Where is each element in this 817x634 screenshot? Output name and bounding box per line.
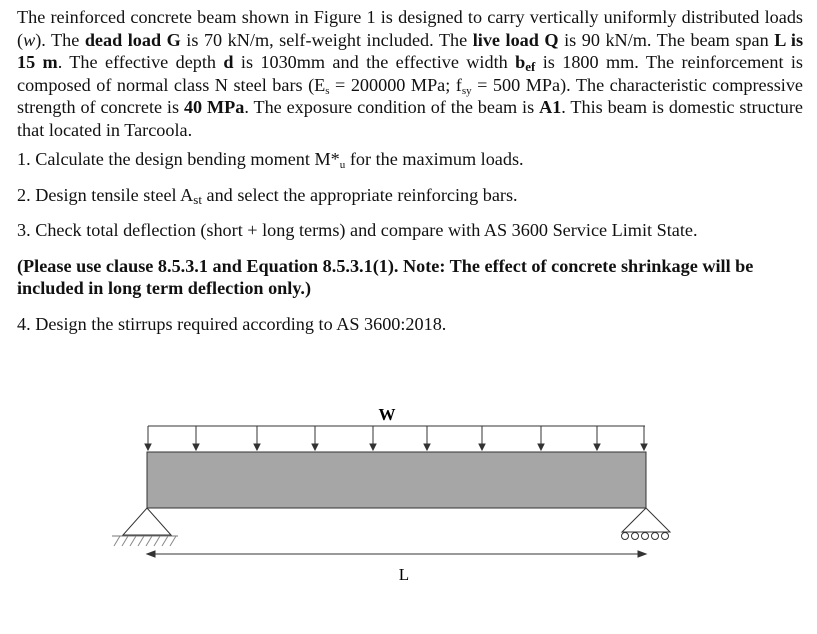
load-arrow (312, 426, 318, 450)
question-text: 1. Calculate the design bending moment M* (17, 149, 340, 169)
intro-text: is 90 kN/m. The beam span (558, 29, 775, 50)
question-4: 4. Design the stirrups required according to AS 3600:2018. (17, 313, 447, 334)
beam (147, 452, 646, 508)
width-subscript-text: ef (525, 59, 536, 74)
exposure-value: A1 (539, 97, 562, 117)
load-arrow (479, 426, 485, 450)
intro-text: . The exposure condition of the beam is (244, 97, 540, 117)
intro-text: = 500 MPa). The characteristic compressive strength of concrete is (17, 74, 803, 117)
span-label-figure: L (398, 565, 410, 584)
ground-hatching (114, 536, 176, 546)
fsy-subscript: sy (461, 84, 472, 97)
load-arrow (254, 426, 260, 450)
dead-load-label: dead load G (84, 29, 181, 50)
question-3: 3. Check total deflection (short + long terms) and compare with AS 3600 Service Limit State. (17, 220, 698, 240)
question-3-note: (Please use clause 8.5.3.1 and Equation 8.5.3.1(1). Note: The effect of concrete shrinkage will be included in long term deflection only.) (17, 255, 754, 298)
intro-text: is 1030mm and the effective width (233, 52, 516, 72)
load-arrow (538, 426, 544, 450)
question-text: and select the appropriate reinforcing bars. (201, 184, 518, 205)
load-arrow (424, 426, 430, 450)
span-dimension (147, 551, 646, 557)
intro-text: ). The (35, 29, 85, 50)
roller-support (622, 508, 671, 540)
load-arrows (145, 426, 647, 450)
intro-text: The reinforced concrete beam shown in Figure 1 is designed to carry vertically uniformly distributed loads ( (17, 7, 803, 50)
width-symbol: b (515, 52, 526, 72)
live-load-label: live load Q (472, 29, 559, 50)
intro-text: . The effective depth (57, 52, 224, 72)
fc-value: 40 MPa (183, 97, 245, 117)
span-label: L is 15 m (17, 29, 804, 72)
depth-label: d (223, 52, 234, 72)
load-arrow (370, 426, 376, 450)
question-text: for the maximum loads. (345, 149, 524, 169)
intro-text: = 200000 MPa; f (329, 74, 462, 95)
load-arrow (594, 426, 600, 450)
intro-text: is 1800 mm. The reinforcement is composed of normal class N steel bars (E (17, 52, 803, 95)
load-arrow (193, 426, 199, 450)
load-symbol: w (23, 29, 36, 50)
intro-text: . This beam is domestic structure that located in Tarcoola. (17, 97, 803, 140)
question-text: 2. Design tensile steel A (17, 184, 194, 205)
load-arrow (641, 426, 647, 450)
moment-subscript: u (339, 159, 346, 171)
intro-text: is 70 kN/m, self-weight included. The (180, 29, 473, 50)
ast-subscript: st (193, 191, 202, 207)
load-label: W (378, 405, 396, 424)
load-arrow (145, 426, 151, 450)
es-subscript: s (325, 84, 330, 97)
pin-support (112, 508, 178, 546)
